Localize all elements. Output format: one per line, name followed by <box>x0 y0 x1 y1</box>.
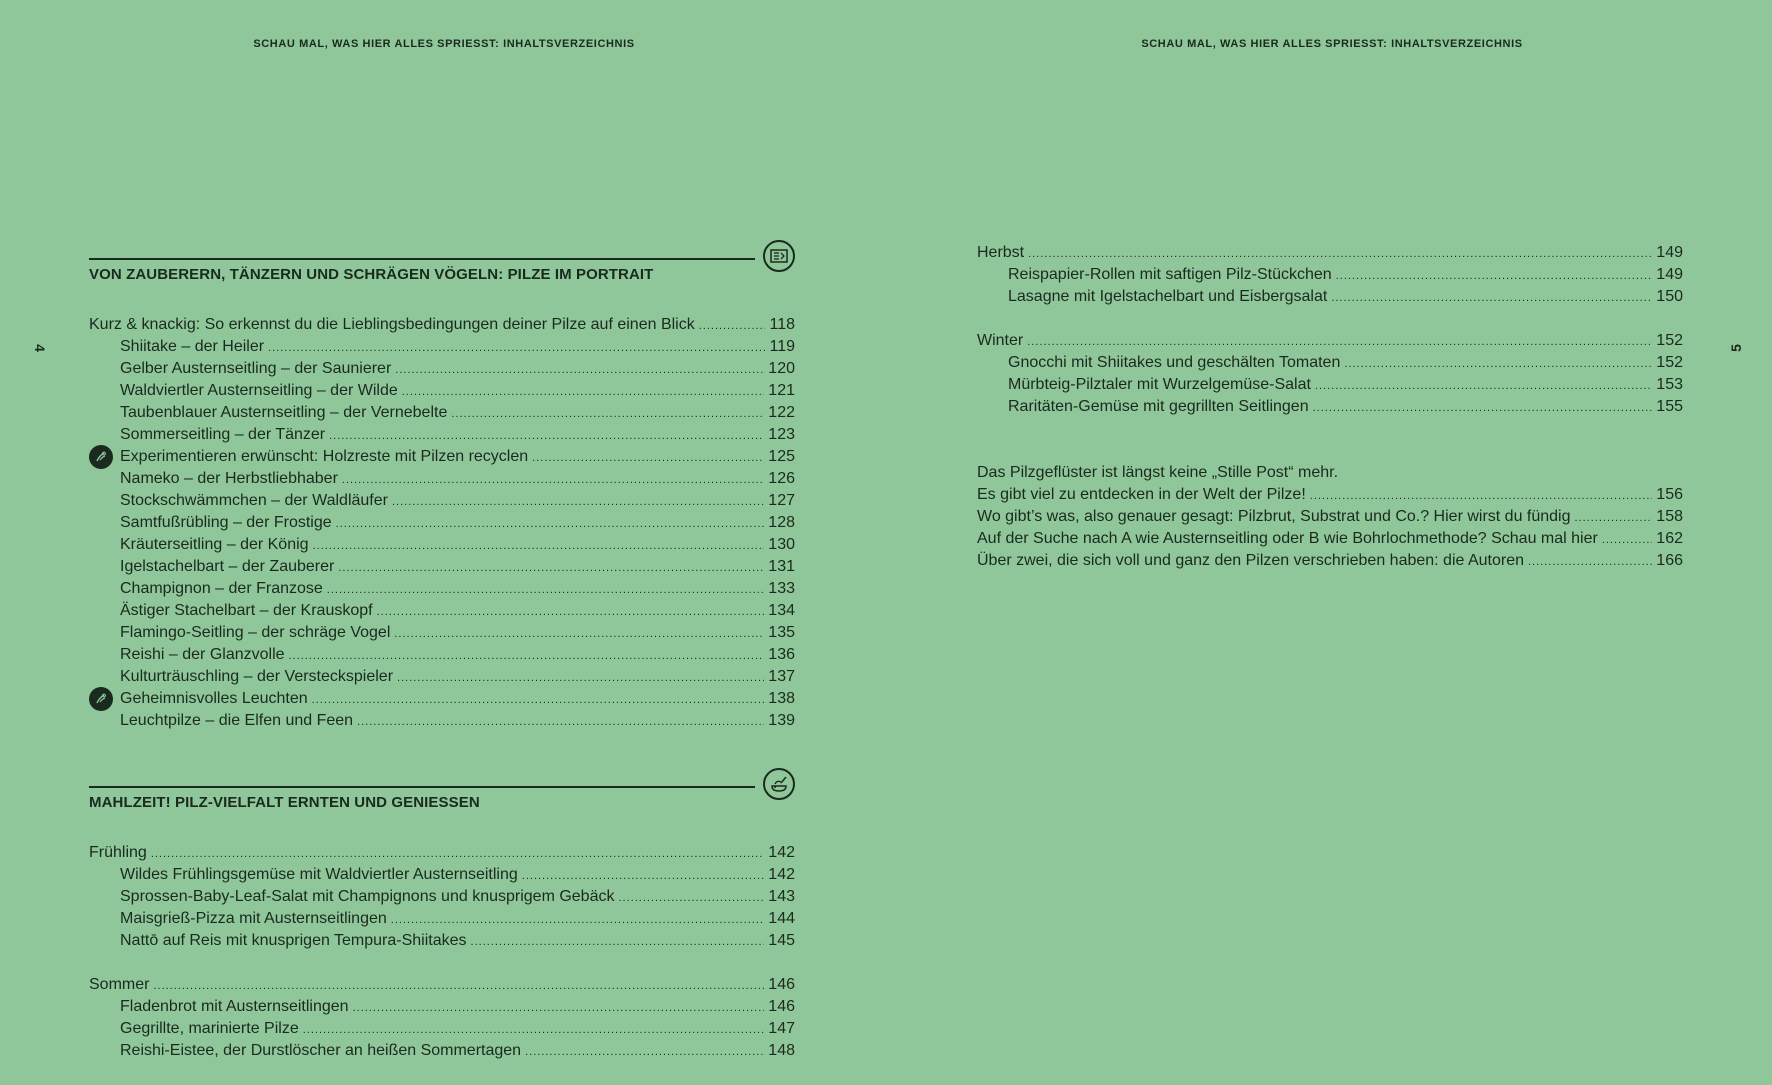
toc-entry[interactable] <box>89 600 795 622</box>
appendix-intro-text: Das Pilzgeflüster ist längst keine „Stille Post“ mehr. <box>977 464 1339 481</box>
toc-entry[interactable] <box>89 490 795 512</box>
toc-left-column <box>89 238 795 1062</box>
section-title: MAHLZEIT! PILZ-VIELFALT ERNTEN UND GENIESSEN <box>89 794 480 811</box>
toc-group-sommer[interactable] <box>89 974 795 996</box>
toc-entry-page: 126 <box>768 470 795 487</box>
toc-entry[interactable] <box>89 688 795 710</box>
toc-group-herbst[interactable] <box>977 242 1683 264</box>
toc-entry-label: Reishi – der Glanzvolle <box>120 646 285 663</box>
dot-leader <box>353 997 765 1019</box>
toc-entry-page: 127 <box>768 492 795 509</box>
dot-leader <box>336 513 765 535</box>
dot-leader <box>1336 265 1653 287</box>
dot-leader <box>377 601 765 623</box>
spacer <box>977 418 1683 462</box>
section-header-mahlzeit <box>89 766 795 820</box>
toc-entry-label: Shiitake – der Heiler <box>120 338 265 355</box>
toc-entry-label: Frühling <box>89 844 147 861</box>
dot-leader <box>618 887 764 909</box>
dot-leader <box>329 425 764 447</box>
spacer <box>89 952 795 974</box>
toc-entry[interactable] <box>89 710 795 732</box>
dot-leader <box>525 1041 764 1063</box>
toc-entry[interactable] <box>977 528 1683 550</box>
toc-entry-label: Mürbteig-Pilztaler mit Wurzelgemüse-Salat <box>1008 376 1311 393</box>
toc-entry-label: Sommer <box>89 976 150 993</box>
toc-entry-page: 149 <box>1656 266 1683 283</box>
toc-entry-page: 123 <box>768 426 795 443</box>
toc-entry-page: 118 <box>769 316 795 333</box>
toc-entry-page: 146 <box>768 998 795 1015</box>
dot-leader <box>699 315 766 337</box>
toc-entry[interactable] <box>89 424 795 446</box>
toc-entry[interactable] <box>89 622 795 644</box>
toc-entry-page: 119 <box>769 338 795 355</box>
dot-leader <box>357 711 764 733</box>
toc-entry-label: Kräuterseitling – der König <box>120 536 309 553</box>
dot-leader <box>1028 243 1652 265</box>
toc-entry-label: Sommerseitling – der Tänzer <box>120 426 326 443</box>
dot-leader <box>1313 397 1653 419</box>
toc-entry-page: 156 <box>1656 486 1683 503</box>
toc-entry-page: 152 <box>1656 354 1683 371</box>
toc-entry-page: 130 <box>768 536 795 553</box>
toc-entry-page: 155 <box>1656 398 1683 415</box>
toc-entry-label: Experimentieren erwünscht: Holzreste mit Pilzen recyclen <box>120 448 529 465</box>
running-head-left: SCHAU MAL, WAS HIER ALLES SPRIESST: INHALTSVERZEICHNIS <box>253 38 635 50</box>
toc-entry-label: Samtfußrübling – der Frostige <box>120 514 332 531</box>
dot-leader <box>1575 507 1653 529</box>
dot-leader <box>151 843 764 865</box>
toc-right-column <box>977 242 1683 572</box>
dot-leader <box>1602 529 1652 551</box>
toc-entry[interactable] <box>89 578 795 600</box>
section-rule <box>89 786 755 788</box>
toc-entry-page: 133 <box>768 580 795 597</box>
toc-entry-page: 148 <box>768 1042 795 1059</box>
toc-entry-label: Gelber Austernseitling – der Saunierer <box>120 360 392 377</box>
toc-entry-page: 146 <box>768 976 795 993</box>
toc-entry-label: Stockschwämmchen – der Waldläufer <box>120 492 388 509</box>
spacer <box>89 292 795 314</box>
toc-entry[interactable] <box>89 314 795 336</box>
dot-leader <box>402 381 765 403</box>
dot-leader <box>312 689 765 711</box>
toc-entry-label: Reishi-Eistee, der Durstlöscher an heißen Sommertagen <box>120 1042 522 1059</box>
toc-entry-page: 150 <box>1656 288 1683 305</box>
toc-entry[interactable] <box>89 908 795 930</box>
toc-entry[interactable] <box>89 1040 795 1062</box>
dot-leader <box>1315 375 1652 397</box>
toc-entry[interactable] <box>977 374 1683 396</box>
toc-entry-page: 149 <box>1656 244 1683 261</box>
toc-entry[interactable] <box>89 358 795 380</box>
dot-leader <box>394 623 764 645</box>
dot-leader <box>471 931 765 953</box>
toc-entry[interactable] <box>89 886 795 908</box>
toc-entry-label: Lasagne mit Igelstachelbart und Eisbergsalat <box>1008 288 1328 305</box>
section-header-portrait <box>89 238 795 292</box>
toc-entry-label: Sprossen-Baby-Leaf-Salat mit Champignons und knusprigem Gebäck <box>120 888 615 905</box>
toc-entry-label: Wo gibt’s was, also genauer gesagt: Pilzbrut, Substrat und Co.? Hier wirst du fündig <box>977 508 1571 525</box>
cooking-icon <box>763 768 795 800</box>
dot-leader <box>313 535 765 557</box>
toc-entry-label: Wildes Frühlingsgemüse mit Waldviertler Austernseitling <box>120 866 518 883</box>
toc-entry[interactable] <box>89 644 795 666</box>
toc-entry-label: Fladenbrot mit Austernseitlingen <box>120 998 349 1015</box>
toc-entry-page: 138 <box>768 690 795 707</box>
appendix-intro <box>977 462 1683 484</box>
toc-entry-label: Waldviertler Austernseitling – der Wilde <box>120 382 398 399</box>
toc-entry[interactable] <box>977 286 1683 308</box>
toc-entry-label: Kulturträuschling – der Versteckspieler <box>120 668 394 685</box>
toc-entry-label: Kurz & knackig: So erkennst du die Lieblingsbedingungen deiner Pilze auf einen Blick <box>89 316 695 333</box>
dot-leader <box>1344 353 1652 375</box>
spacer <box>89 732 795 766</box>
toc-entry[interactable] <box>89 996 795 1018</box>
toc-entry[interactable] <box>89 402 795 424</box>
toc-entry[interactable] <box>89 556 795 578</box>
dot-leader <box>532 447 764 469</box>
toc-entry[interactable] <box>977 506 1683 528</box>
toc-entry-page: 137 <box>768 668 795 685</box>
page-number-left: 4 <box>32 344 48 352</box>
toc-entry[interactable] <box>89 1018 795 1040</box>
toc-entry-label: Flamingo-Seitling – der schräge Vogel <box>120 624 391 641</box>
book-icon <box>763 240 795 272</box>
toc-entry-page: 142 <box>768 844 795 861</box>
toc-entry-page: 152 <box>1656 332 1683 349</box>
toc-entry-label: Auf der Suche nach A wie Austernseitling oder B wie Bohrlochmethode? Schau mal hier <box>977 530 1598 547</box>
toc-entry-label: Nameko – der Herbstliebhaber <box>120 470 338 487</box>
dot-leader <box>391 909 765 931</box>
toc-entry-page: 142 <box>768 866 795 883</box>
toc-entry-label: Gnocchi mit Shiitakes und geschälten Tomaten <box>1008 354 1341 371</box>
dot-leader <box>1528 551 1652 573</box>
toc-entry[interactable] <box>977 264 1683 286</box>
dot-leader <box>303 1019 765 1041</box>
toc-group-winter[interactable] <box>977 330 1683 352</box>
toc-entry-label: Raritäten-Gemüse mit gegrillten Seitlingen <box>1008 398 1309 415</box>
toc-entry[interactable] <box>89 864 795 886</box>
dot-leader <box>397 667 764 689</box>
toc-entry-page: 120 <box>768 360 795 377</box>
toc-entry[interactable] <box>89 446 795 468</box>
dot-leader <box>268 337 765 359</box>
toc-entry-page: 166 <box>1656 552 1683 569</box>
spacer <box>977 308 1683 330</box>
toc-entry-label: Gegrillte, marinierte Pilze <box>120 1020 299 1037</box>
mushroom-badge-icon <box>89 445 113 469</box>
toc-entry-page: 136 <box>768 646 795 663</box>
toc-entry-page: 145 <box>768 932 795 949</box>
toc-entry[interactable] <box>89 380 795 402</box>
toc-entry-label: Herbst <box>977 244 1025 261</box>
toc-entry-page: 153 <box>1656 376 1683 393</box>
toc-entry[interactable] <box>89 534 795 556</box>
mushroom-badge-icon <box>89 687 113 711</box>
dot-leader <box>1027 331 1652 353</box>
toc-entry[interactable] <box>977 550 1683 572</box>
toc-entry[interactable] <box>89 512 795 534</box>
dot-leader <box>451 403 764 425</box>
dot-leader <box>153 975 764 997</box>
toc-entry-page: 139 <box>768 712 795 729</box>
toc-entry-label: Nattō auf Reis mit knusprigen Tempura-Shiitakes <box>120 932 467 949</box>
toc-entry-page: 143 <box>768 888 795 905</box>
running-head-right: SCHAU MAL, WAS HIER ALLES SPRIESST: INHALTSVERZEICHNIS <box>1141 38 1523 50</box>
toc-entry[interactable] <box>977 352 1683 374</box>
toc-entry-label: Winter <box>977 332 1024 349</box>
section-title: VON ZAUBERERN, TÄNZERN UND SCHRÄGEN VÖGELN: PILZE IM PORTRAIT <box>89 266 654 283</box>
dot-leader <box>395 359 764 381</box>
toc-entry-label: Leuchtpilze – die Elfen und Feen <box>120 712 354 729</box>
dot-leader <box>338 557 764 579</box>
page-number-right: 5 <box>1728 344 1744 352</box>
toc-entry-label: Igelstachelbart – der Zauberer <box>120 558 335 575</box>
toc-entry-label: Ästiger Stachelbart – der Krauskopf <box>120 602 373 619</box>
toc-entry-page: 125 <box>768 448 795 465</box>
toc-entry-page: 158 <box>1656 508 1683 525</box>
toc-entry-page: 134 <box>768 602 795 619</box>
toc-entry-page: 144 <box>768 910 795 927</box>
toc-entry-label: Es gibt viel zu entdecken in der Welt der Pilze! <box>977 486 1306 503</box>
dot-leader <box>522 865 765 887</box>
toc-entry-label: Reispapier-Rollen mit saftigen Pilz-Stückchen <box>1008 266 1332 283</box>
toc-entry[interactable] <box>977 484 1683 506</box>
section-rule <box>89 258 755 260</box>
dot-leader <box>327 579 765 601</box>
toc-entry-label: Champignon – der Franzose <box>120 580 323 597</box>
toc-entry-page: 147 <box>768 1020 795 1037</box>
toc-entry[interactable] <box>89 336 795 358</box>
dot-leader <box>289 645 765 667</box>
toc-entry-page: 121 <box>768 382 795 399</box>
toc-entry-page: 128 <box>768 514 795 531</box>
toc-entry-page: 131 <box>768 558 795 575</box>
toc-entry[interactable] <box>977 396 1683 418</box>
toc-entry[interactable] <box>89 666 795 688</box>
toc-entry[interactable] <box>89 468 795 490</box>
dot-leader <box>392 491 764 513</box>
toc-group-fruehling[interactable] <box>89 842 795 864</box>
dot-leader <box>1310 485 1653 507</box>
dot-leader <box>1331 287 1652 309</box>
spacer <box>89 820 795 842</box>
toc-entry-label: Taubenblauer Austernseitling – der Vernebelte <box>120 404 448 421</box>
dot-leader <box>342 469 764 491</box>
toc-entry-page: 162 <box>1656 530 1683 547</box>
toc-entry-page: 122 <box>768 404 795 421</box>
toc-entry[interactable] <box>89 930 795 952</box>
toc-entry-page: 135 <box>768 624 795 641</box>
toc-entry-label: Maisgrieß-Pizza mit Austernseitlingen <box>120 910 387 927</box>
toc-entry-label: Über zwei, die sich voll und ganz den Pilzen verschrieben haben: die Autoren <box>977 552 1524 569</box>
toc-entry-label: Geheimnisvolles Leuchten <box>120 690 308 707</box>
